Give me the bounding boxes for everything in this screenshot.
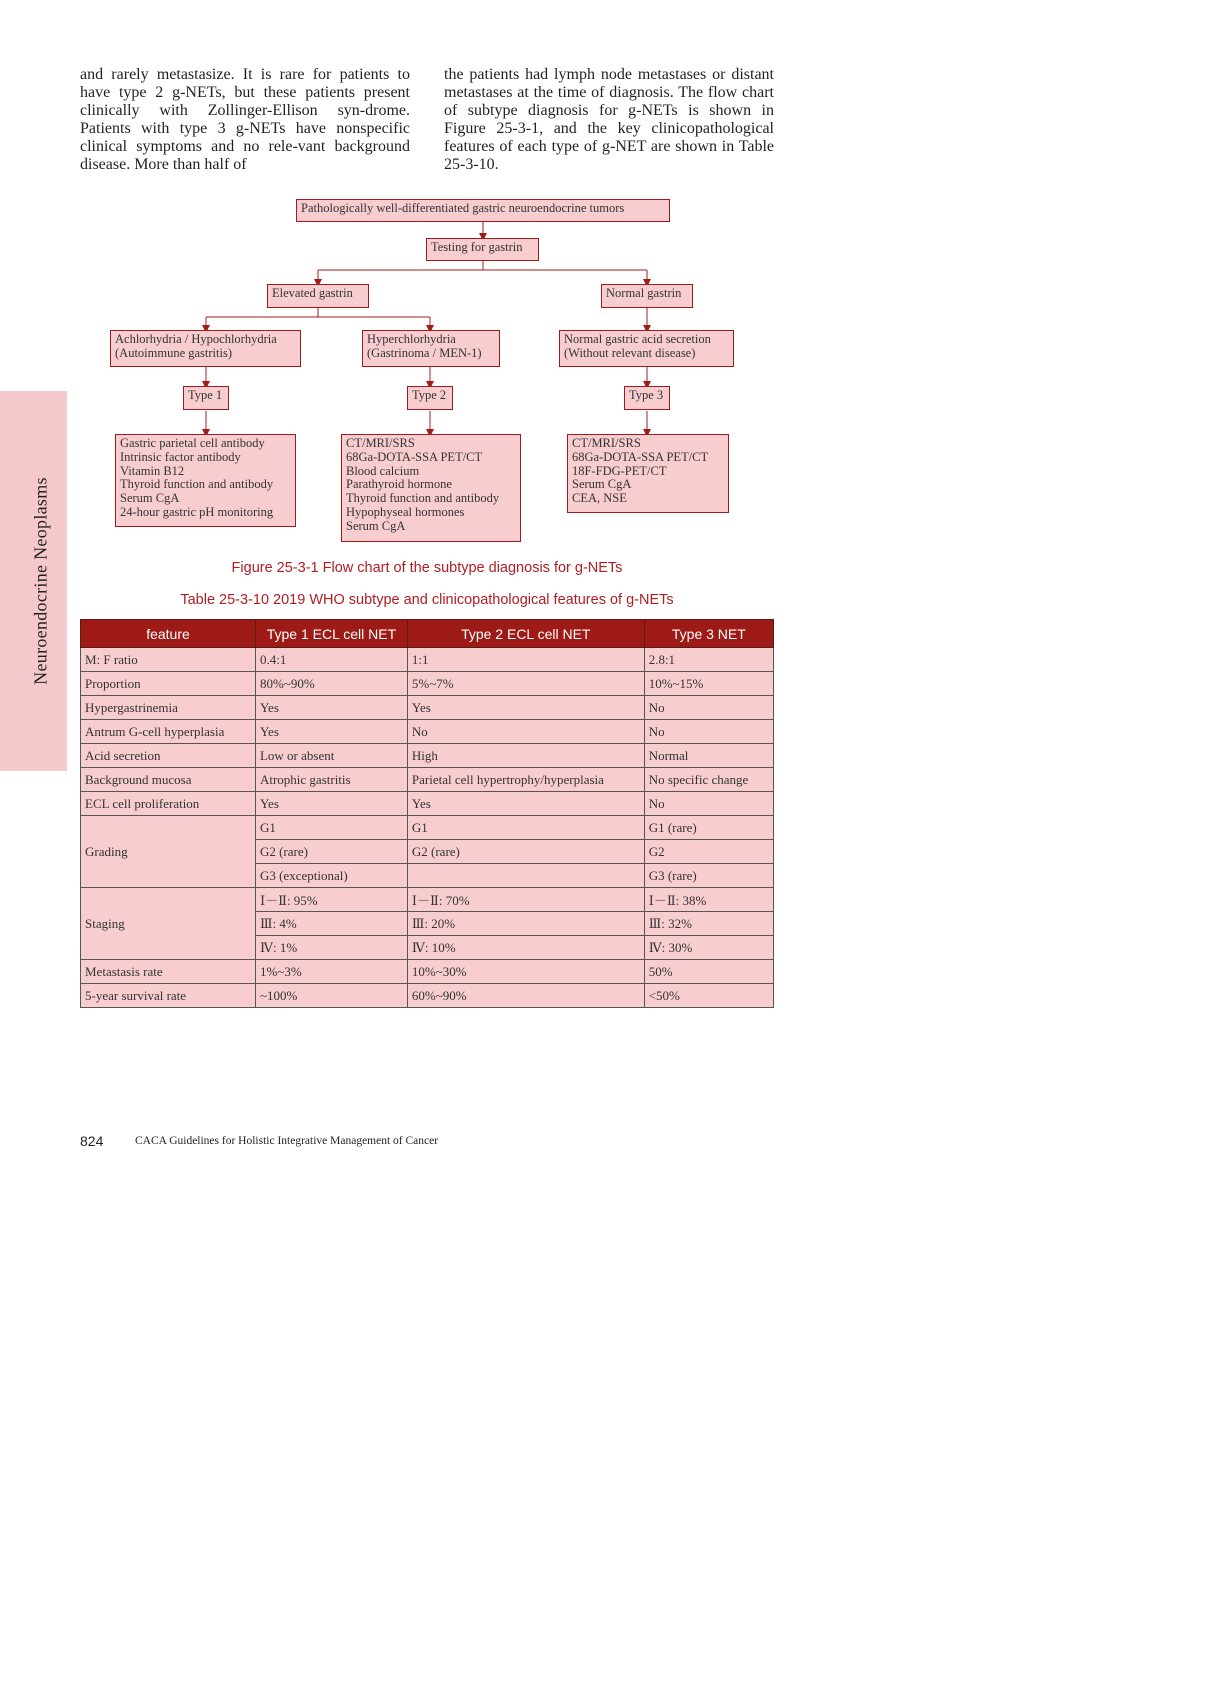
- table-row: [81, 744, 774, 768]
- test-item: Serum CgA: [120, 491, 180, 506]
- cell: No: [644, 720, 773, 744]
- flow-node-root: [296, 199, 670, 222]
- cell: Parietal cell hypertrophy/hyperplasia: [407, 768, 644, 792]
- test-item: 68Ga-DOTA-SSA PET/CT: [572, 449, 709, 464]
- cell: <50%: [644, 984, 773, 1008]
- condition-3-line: (Without relevant disease): [564, 345, 696, 360]
- figure-caption: Figure 25-3-1 Flow chart of the subtype diagnosis for g-NETs: [231, 560, 623, 576]
- cell: ~100%: [255, 984, 407, 1008]
- type-1-label: Type 1: [188, 388, 223, 402]
- intro-paragraph-right: the patients had lymph node metastases or distant metastases at the time of diagnosis. The flow chart of subtype diagnosis for g-NETs is shown in Figure 25-3-1, and the key clinicopathological features of each type of g-NET are shown in Table 25-3-10.: [444, 66, 774, 173]
- cell: No: [644, 792, 773, 816]
- row-label: Metastasis rate: [81, 960, 256, 984]
- table-row: [81, 720, 774, 744]
- cell: 5%~7%: [407, 672, 644, 696]
- cell: [407, 864, 644, 888]
- table-header-row: [81, 620, 774, 648]
- condition-2-line: Hyperchlorhydria: [367, 332, 456, 346]
- row-label: M: F ratio: [81, 648, 256, 672]
- cell: 50%: [644, 960, 773, 984]
- flow-node-elevated: [267, 284, 369, 308]
- type-3-label: Type 3: [629, 388, 664, 402]
- flow-node-tests-1: [115, 434, 296, 527]
- flow-node-elevated-label: Elevated gastrin: [272, 286, 353, 300]
- cell: Ⅲ: 20%: [407, 912, 644, 936]
- table-row: [81, 696, 774, 720]
- cell: G1: [407, 816, 644, 840]
- flow-node-tests-2: [341, 434, 521, 542]
- cell: Normal: [644, 744, 773, 768]
- flow-node-type-2: [407, 386, 453, 410]
- cell: Atrophic gastritis: [255, 768, 407, 792]
- cell: Ⅳ: 10%: [407, 936, 644, 960]
- test-item: Parathyroid hormone: [346, 477, 452, 492]
- type-2-label: Type 2: [412, 388, 447, 402]
- cell: Yes: [255, 792, 407, 816]
- condition-1-line: (Autoimmune gastritis): [115, 345, 232, 360]
- condition-1-line: Achlorhydria / Hypochlorhydria: [115, 332, 277, 346]
- table-row: [81, 816, 774, 840]
- flow-node-condition-1: [110, 330, 301, 367]
- cell: Yes: [407, 792, 644, 816]
- cell: 60%~90%: [407, 984, 644, 1008]
- test-item: Blood calcium: [346, 463, 420, 478]
- row-label-grading: Grading: [81, 816, 256, 888]
- test-item: Serum CgA: [346, 518, 406, 533]
- cell: Yes: [407, 696, 644, 720]
- row-label-staging: Staging: [81, 888, 256, 960]
- cell: G1 (rare): [644, 816, 773, 840]
- intro-paragraph-left: and rarely metastasize. It is rare for patients to have type 2 g-NETs, but these patients present clinically with Zollinger-Ellison syn-drome. Patients with type 3 g-NETs have nonspecific clinical symptoms and no rele-vant background disease. More than half of: [80, 66, 410, 173]
- row-label: 5-year survival rate: [81, 984, 256, 1008]
- cell: G2 (rare): [255, 840, 407, 864]
- cell: 2.8:1: [644, 648, 773, 672]
- cell: G1: [255, 816, 407, 840]
- cell: Yes: [255, 720, 407, 744]
- test-item: Intrinsic factor antibody: [120, 449, 241, 464]
- test-item: Thyroid function and antibody: [120, 477, 274, 492]
- flow-node-type-3: [624, 386, 670, 410]
- cell: G2 (rare): [407, 840, 644, 864]
- header-feature: feature: [81, 620, 256, 648]
- features-table: [80, 619, 774, 1008]
- row-label: Proportion: [81, 672, 256, 696]
- table-row: [81, 984, 774, 1008]
- cell: Ⅲ: 32%: [644, 912, 773, 936]
- cell: Ⅰ－Ⅱ: 70%: [407, 888, 644, 912]
- cell: Ⅳ: 1%: [255, 936, 407, 960]
- condition-2-line: (Gastrinoma / MEN-1): [367, 345, 482, 360]
- test-item: Vitamin B12: [120, 463, 185, 478]
- flow-node-type-1: [183, 386, 229, 410]
- page-number: 824: [80, 1133, 104, 1149]
- cell: 1%~3%: [255, 960, 407, 984]
- flow-node-tests-3: [567, 434, 729, 513]
- test-item: Serum CgA: [572, 477, 632, 492]
- cell: No: [644, 696, 773, 720]
- test-item: CT/MRI/SRS: [346, 436, 415, 450]
- cell: 10%~15%: [644, 672, 773, 696]
- header-type-1: Type 1 ECL cell NET: [255, 620, 407, 648]
- cell: 80%~90%: [255, 672, 407, 696]
- row-label: Background mucosa: [81, 768, 256, 792]
- test-item: CT/MRI/SRS: [572, 436, 641, 450]
- flow-node-testing: [426, 238, 539, 261]
- flow-node-testing-label: Testing for gastrin: [431, 240, 523, 254]
- cell: 10%~30%: [407, 960, 644, 984]
- test-item: 68Ga-DOTA-SSA PET/CT: [346, 449, 483, 464]
- flow-node-normal-label: Normal gastrin: [606, 286, 682, 300]
- header-type-3: Type 3 NET: [644, 620, 773, 648]
- table-row: [81, 672, 774, 696]
- cell: G2: [644, 840, 773, 864]
- test-item: 24-hour gastric pH monitoring: [120, 504, 274, 519]
- cell: Ⅳ: 30%: [644, 936, 773, 960]
- flow-node-root-label: Pathologically well-differentiated gastric neuroendocrine tumors: [301, 201, 625, 215]
- table-row: [81, 960, 774, 984]
- flow-node-normal: [601, 284, 693, 308]
- test-item: CEA, NSE: [572, 491, 627, 506]
- condition-3-line: Normal gastric acid secretion: [564, 332, 711, 346]
- cell: High: [407, 744, 644, 768]
- test-item: Thyroid function and antibody: [346, 491, 500, 506]
- table-row: [81, 888, 774, 912]
- cell: G3 (rare): [644, 864, 773, 888]
- flow-node-condition-3: [559, 330, 734, 367]
- header-type-2: Type 2 ECL cell NET: [407, 620, 644, 648]
- cell: Ⅰ－Ⅱ: 95%: [255, 888, 407, 912]
- cell: 1:1: [407, 648, 644, 672]
- table-row: [81, 648, 774, 672]
- cell: Low or absent: [255, 744, 407, 768]
- cell: No specific change: [644, 768, 773, 792]
- cell: G3 (exceptional): [255, 864, 407, 888]
- table-caption: Table 25-3-10 2019 WHO subtype and clinicopathological features of g-NETs: [180, 592, 674, 608]
- side-tab-label: Neuroendocrine Neoplasms: [30, 477, 51, 685]
- table-row: [81, 768, 774, 792]
- running-footer-title: CACA Guidelines for Holistic Integrative Management of Cancer: [135, 1135, 439, 1147]
- cell: No: [407, 720, 644, 744]
- row-label: Antrum G-cell hyperplasia: [81, 720, 256, 744]
- test-item: Hypophyseal hormones: [346, 504, 465, 519]
- row-label: ECL cell proliferation: [81, 792, 256, 816]
- cell: 0.4:1: [255, 648, 407, 672]
- cell: Yes: [255, 696, 407, 720]
- row-label: Acid secretion: [81, 744, 256, 768]
- table-row: [81, 792, 774, 816]
- flow-node-condition-2: [362, 330, 500, 367]
- row-label: Hypergastrinemia: [81, 696, 256, 720]
- cell: Ⅰ－Ⅱ: 38%: [644, 888, 773, 912]
- cell: Ⅲ: 4%: [255, 912, 407, 936]
- test-item: 18F-FDG-PET/CT: [572, 463, 667, 478]
- test-item: Gastric parietal cell antibody: [120, 436, 265, 450]
